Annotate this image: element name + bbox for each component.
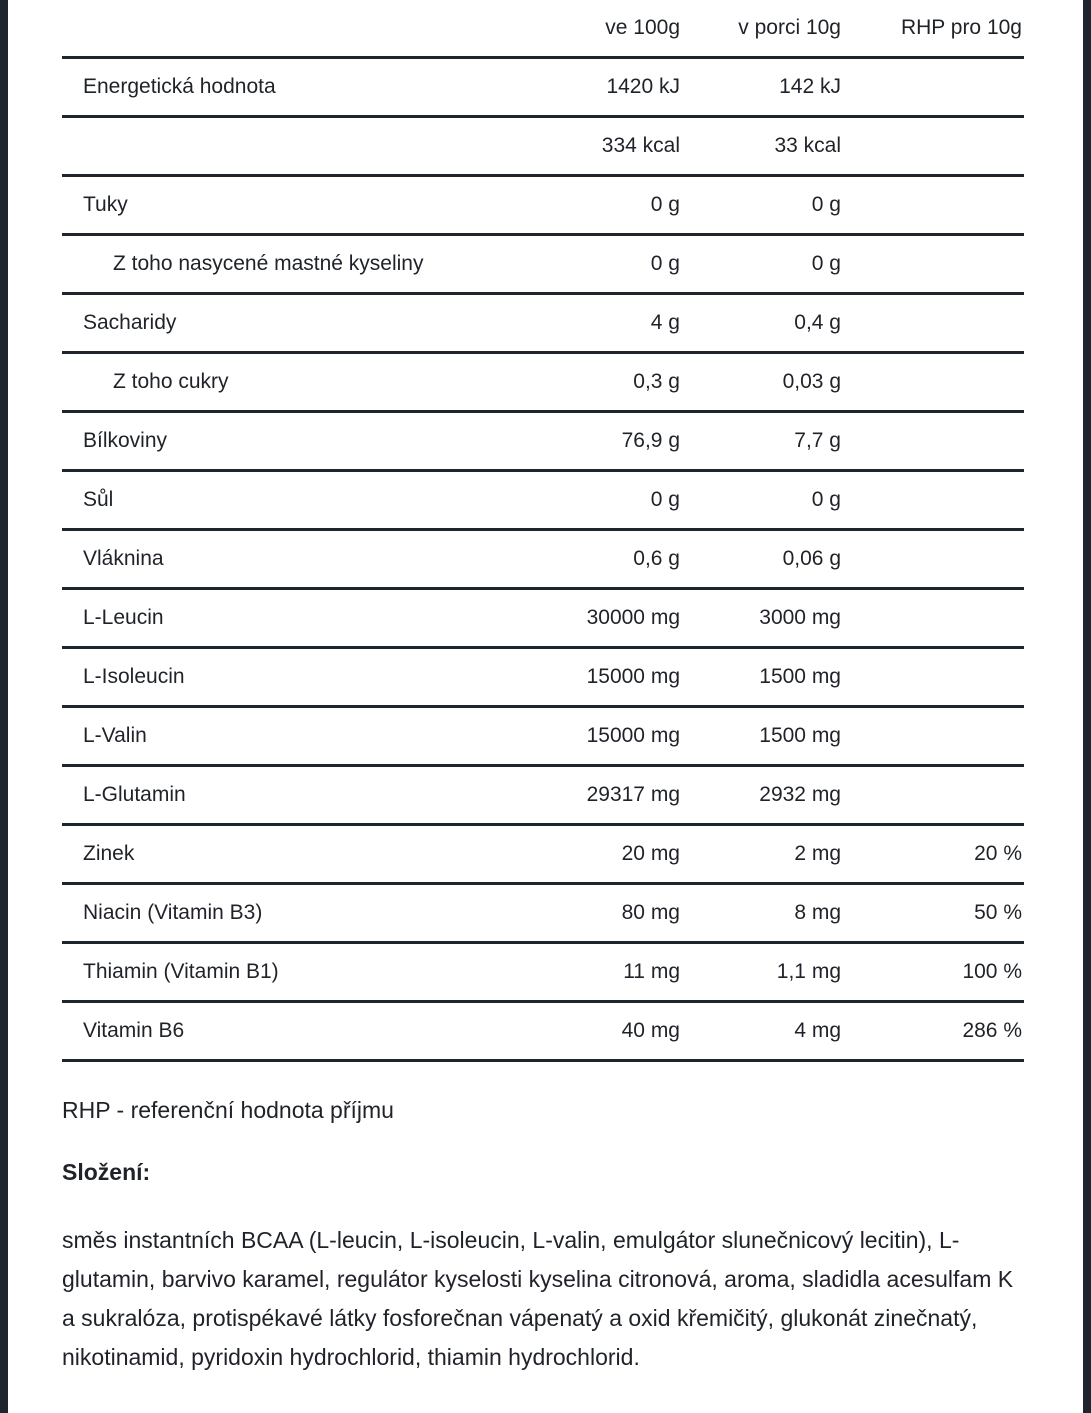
table-row — [62, 353, 1024, 412]
value-per-portion: 1,1 mg — [682, 943, 843, 1002]
value-per-100g: 0 g — [522, 235, 682, 294]
nutrient-name: Sacharidy — [62, 294, 522, 353]
value-per-100g: 4 g — [522, 294, 682, 353]
value-rhp — [843, 58, 1024, 117]
nutrient-name: Niacin (Vitamin B3) — [62, 884, 522, 943]
rhp-note: RHP - referenční hodnota příjmu — [62, 1097, 394, 1123]
value-per-portion: 2932 mg — [682, 766, 843, 825]
value-per-portion: 2 mg — [682, 825, 843, 884]
nutrient-name: Z toho nasycené mastné kyseliny — [62, 235, 522, 294]
value-rhp — [843, 766, 1024, 825]
value-rhp: 286 % — [843, 1002, 1024, 1061]
value-per-100g: 11 mg — [522, 943, 682, 1002]
value-per-portion: 0 g — [682, 235, 843, 294]
value-per-portion: 0 g — [682, 471, 843, 530]
nutrient-name: Sůl — [62, 471, 522, 530]
nutrient-name: L-Valin — [62, 707, 522, 766]
value-per-100g: 80 mg — [522, 884, 682, 943]
table-row — [62, 58, 1024, 117]
value-per-portion: 33 kcal — [682, 117, 843, 176]
table-row — [62, 294, 1024, 353]
value-per-100g: 0 g — [522, 471, 682, 530]
nutrient-name: Energetická hodnota — [62, 58, 522, 117]
value-per-100g: 76,9 g — [522, 412, 682, 471]
table-header-row — [62, 0, 1024, 58]
value-rhp: 50 % — [843, 884, 1024, 943]
value-rhp — [843, 707, 1024, 766]
table-row — [62, 117, 1024, 176]
table-row — [62, 471, 1024, 530]
table-row — [62, 235, 1024, 294]
value-rhp — [843, 176, 1024, 235]
ingredients-text: směs instantních BCAA (L-leucin, L-isoleucin, L-valin, emulgátor slunečnicový lecitin), L-glutamin, barvivo karamel, regulátor kyselosti kyselina citronová, aroma, sladidla acesulfam K a sukralóza, protispékavé látky fosforečnan vápenatý a oxid křemičitý, glukonát zinečnatý, nikotinamid, pyridoxin hydrochlorid, thiamin hydrochlorid. — [62, 1227, 1014, 1370]
nutrition-table-body — [62, 58, 1024, 1061]
value-rhp — [843, 235, 1024, 294]
value-per-portion: 0,4 g — [682, 294, 843, 353]
value-per-100g: 30000 mg — [522, 589, 682, 648]
table-row — [62, 412, 1024, 471]
table-row — [62, 766, 1024, 825]
value-rhp — [843, 648, 1024, 707]
value-rhp — [843, 353, 1024, 412]
table-row — [62, 530, 1024, 589]
value-per-portion: 1500 mg — [682, 707, 843, 766]
value-per-100g: 15000 mg — [522, 648, 682, 707]
table-row — [62, 648, 1024, 707]
header-per-portion: v porci 10g — [682, 0, 843, 58]
table-row — [62, 943, 1024, 1002]
value-per-100g: 1420 kJ — [522, 58, 682, 117]
value-rhp — [843, 294, 1024, 353]
value-per-portion: 3000 mg — [682, 589, 843, 648]
value-per-portion: 0 g — [682, 176, 843, 235]
nutrient-name: Bílkoviny — [62, 412, 522, 471]
composition-heading: Složení: — [62, 1159, 151, 1185]
value-rhp — [843, 530, 1024, 589]
value-per-portion: 0,03 g — [682, 353, 843, 412]
nutrient-name: Vláknina — [62, 530, 522, 589]
table-row — [62, 589, 1024, 648]
table-row — [62, 825, 1024, 884]
value-per-100g: 334 kcal — [522, 117, 682, 176]
value-per-portion: 7,7 g — [682, 412, 843, 471]
left-border — [0, 0, 8, 1413]
value-per-portion: 142 kJ — [682, 58, 843, 117]
nutrient-name: L-Glutamin — [62, 766, 522, 825]
nutrition-content — [62, 0, 1024, 1377]
value-per-portion: 1500 mg — [682, 648, 843, 707]
value-per-100g: 0,6 g — [522, 530, 682, 589]
value-rhp: 20 % — [843, 825, 1024, 884]
table-row — [62, 884, 1024, 943]
nutrient-name: Tuky — [62, 176, 522, 235]
table-row — [62, 1002, 1024, 1061]
value-rhp — [843, 471, 1024, 530]
table-row — [62, 176, 1024, 235]
header-name — [62, 0, 522, 58]
table-row — [62, 707, 1024, 766]
right-border — [1083, 0, 1091, 1413]
nutrient-name: Z toho cukry — [62, 353, 522, 412]
value-per-100g: 0 g — [522, 176, 682, 235]
value-rhp — [843, 412, 1024, 471]
value-rhp — [843, 117, 1024, 176]
value-per-portion: 4 mg — [682, 1002, 843, 1061]
nutrient-name: L-Isoleucin — [62, 648, 522, 707]
value-per-100g: 0,3 g — [522, 353, 682, 412]
nutrient-name: Vitamin B6 — [62, 1002, 522, 1061]
nutrient-name: Zinek — [62, 825, 522, 884]
value-per-100g: 40 mg — [522, 1002, 682, 1061]
value-per-100g: 20 mg — [522, 825, 682, 884]
nutrient-name: Thiamin (Vitamin B1) — [62, 943, 522, 1002]
nutrient-name: L-Leucin — [62, 589, 522, 648]
value-per-portion: 0,06 g — [682, 530, 843, 589]
nutrition-table — [62, 0, 1024, 1062]
value-rhp — [843, 589, 1024, 648]
value-per-100g: 15000 mg — [522, 707, 682, 766]
value-per-portion: 8 mg — [682, 884, 843, 943]
header-per-100g: ve 100g — [522, 0, 682, 58]
nutrient-name — [62, 117, 522, 176]
value-per-100g: 29317 mg — [522, 766, 682, 825]
header-rhp: RHP pro 10g — [843, 0, 1024, 58]
value-rhp: 100 % — [843, 943, 1024, 1002]
